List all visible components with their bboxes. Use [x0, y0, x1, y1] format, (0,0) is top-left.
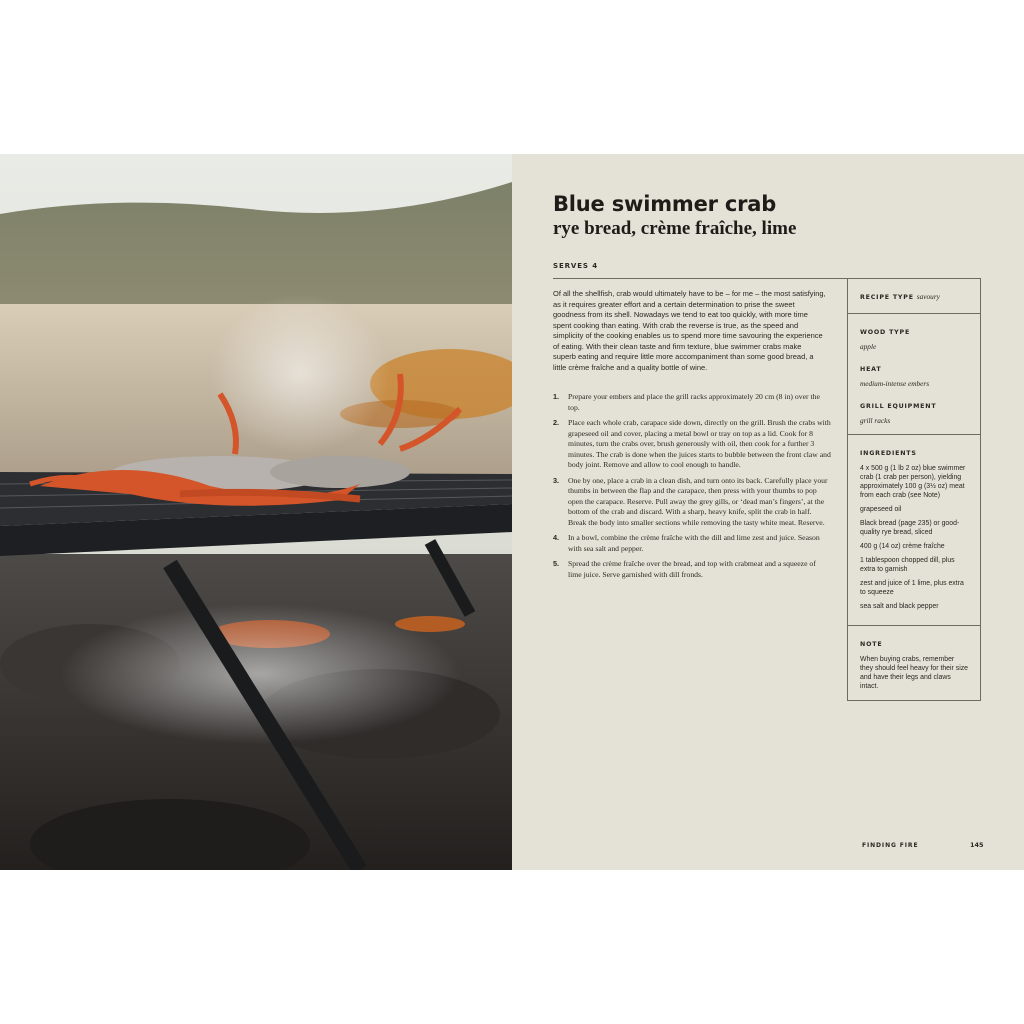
recipe-title: Blue swimmer crab	[553, 192, 777, 216]
ingredient-list	[860, 464, 968, 611]
book-spread	[0, 154, 1024, 870]
method-step	[553, 392, 831, 413]
wood-type-field	[860, 321, 968, 351]
method-step	[553, 533, 831, 554]
ingredient-item: 1 tablespoon chopped dill, plus extra to garnish	[860, 557, 955, 573]
page-number: 145	[970, 841, 984, 849]
step-number: 3.	[553, 475, 560, 485]
step-text: Place each whole crab, carapace side down, directly on the grill. Brush the crabs with grapeseed oil and cover, placing a metal bowl or tray on top as a lid. Cook for 8 minutes, turn the crabs over, brush generously with oil, then cook for a further 3 minutes. The crab is done when the juices starts to bubble between the front claw and body joint. Remove and allow to cool enough to handle.	[568, 418, 831, 469]
step-text: Spread the crème fraîche over the bread, and top with crabmeat and a squeeze of lime juice. Serve garnished with dill fronds.	[568, 559, 816, 579]
step-number: 5.	[553, 559, 560, 568]
method-step	[553, 559, 831, 580]
divider	[553, 278, 847, 279]
ingredient-item: zest and juice of 1 lime, plus extra to squeeze	[860, 580, 964, 596]
ingredient-item: sea salt and black pepper	[860, 603, 939, 610]
recipe-type-section	[848, 279, 980, 314]
step-number: 4.	[553, 533, 560, 542]
running-footer-section: FINDING FIRE	[862, 842, 919, 849]
wood-type-label: WOOD TYPE	[860, 329, 911, 336]
recipe-info-box	[847, 278, 981, 701]
method-step	[553, 476, 831, 529]
step-text: One by one, place a crab in a clean dish, and turn onto its back. Carefully place your thumbs in between the flap and the carapace, then press with your thumbs to pop open the carapace. Reserve. Pull away the grey gills, or ‘dead man’s fingers’, at the bottom of the crab and discard. With a sharp, heavy knife, split the crab in half. Break the body into smaller sections while removing the tasty white meat. Reserve.	[568, 475, 828, 527]
recipe-page	[512, 154, 1024, 870]
step-number: 2.	[553, 418, 560, 427]
step-text: Prepare your embers and place the grill racks approximately 20 cm (8 in) over the top.	[568, 392, 820, 412]
heat-value: medium-intense embers	[860, 379, 930, 388]
ingredients-section	[848, 435, 980, 626]
recipe-type-label: RECIPE TYPE	[860, 294, 914, 301]
recipe-subtitle: rye bread, crème fraîche, lime	[553, 218, 797, 239]
step-number: 1.	[553, 392, 560, 401]
ingredient-item: grapeseed oil	[860, 506, 902, 513]
ingredient-item: Black bread (page 235) or good-quality rye bread, sliced	[860, 520, 960, 536]
equipment-label: GRILL EQUIPMENT	[860, 403, 937, 410]
note-section	[848, 626, 980, 700]
method-step	[553, 418, 831, 471]
step-text: In a bowl, combine the crème fraîche with the dill and lime zest and juice. Season with sea salt and pepper.	[568, 533, 820, 553]
equipment-value: grill racks	[860, 416, 891, 425]
heat-label: HEAT	[860, 366, 882, 373]
serves-label: SERVES 4	[553, 262, 598, 270]
note-text: When buying crabs, remember they should feel heavy for their size and have their legs and claws intact.	[860, 656, 969, 690]
crab-grill-photo	[0, 154, 512, 870]
note-label: NOTE	[860, 641, 883, 648]
intro-paragraph: Of all the shellfish, crab would ultimately have to be – for me – the most satisfying, as it requires greater effort and a certain determination to prise the sweet goodness from its shell. Nowadays we tend to eat too quickly, with more time spent cooking than eating. With crab the reverse is true, as the speed and simplicity of the cooking enables us to spend more time savouring the experience of eating. With their clean taste and firm texture, blue swimmer crabs make superb eating and require little more accompaniment than some good bread, a little crème fraîche and a quality bottle of wine.	[553, 289, 826, 372]
ingredients-label: INGREDIENTS	[860, 450, 917, 457]
heat-field	[860, 358, 968, 388]
recipe-type-value: savoury	[916, 292, 940, 301]
method-steps	[553, 392, 831, 585]
ingredient-item: 4 x 500 g (1 lb 2 oz) blue swimmer crab (1 crab per person), yielding approximately 100 g (3½ oz) meat from each crab (see Note)	[860, 465, 966, 499]
wood-type-value: apple	[860, 342, 877, 351]
equipment-field	[860, 395, 968, 425]
ingredient-item: 400 g (14 oz) crème fraîche	[860, 543, 945, 550]
cooking-details-section	[848, 314, 980, 435]
